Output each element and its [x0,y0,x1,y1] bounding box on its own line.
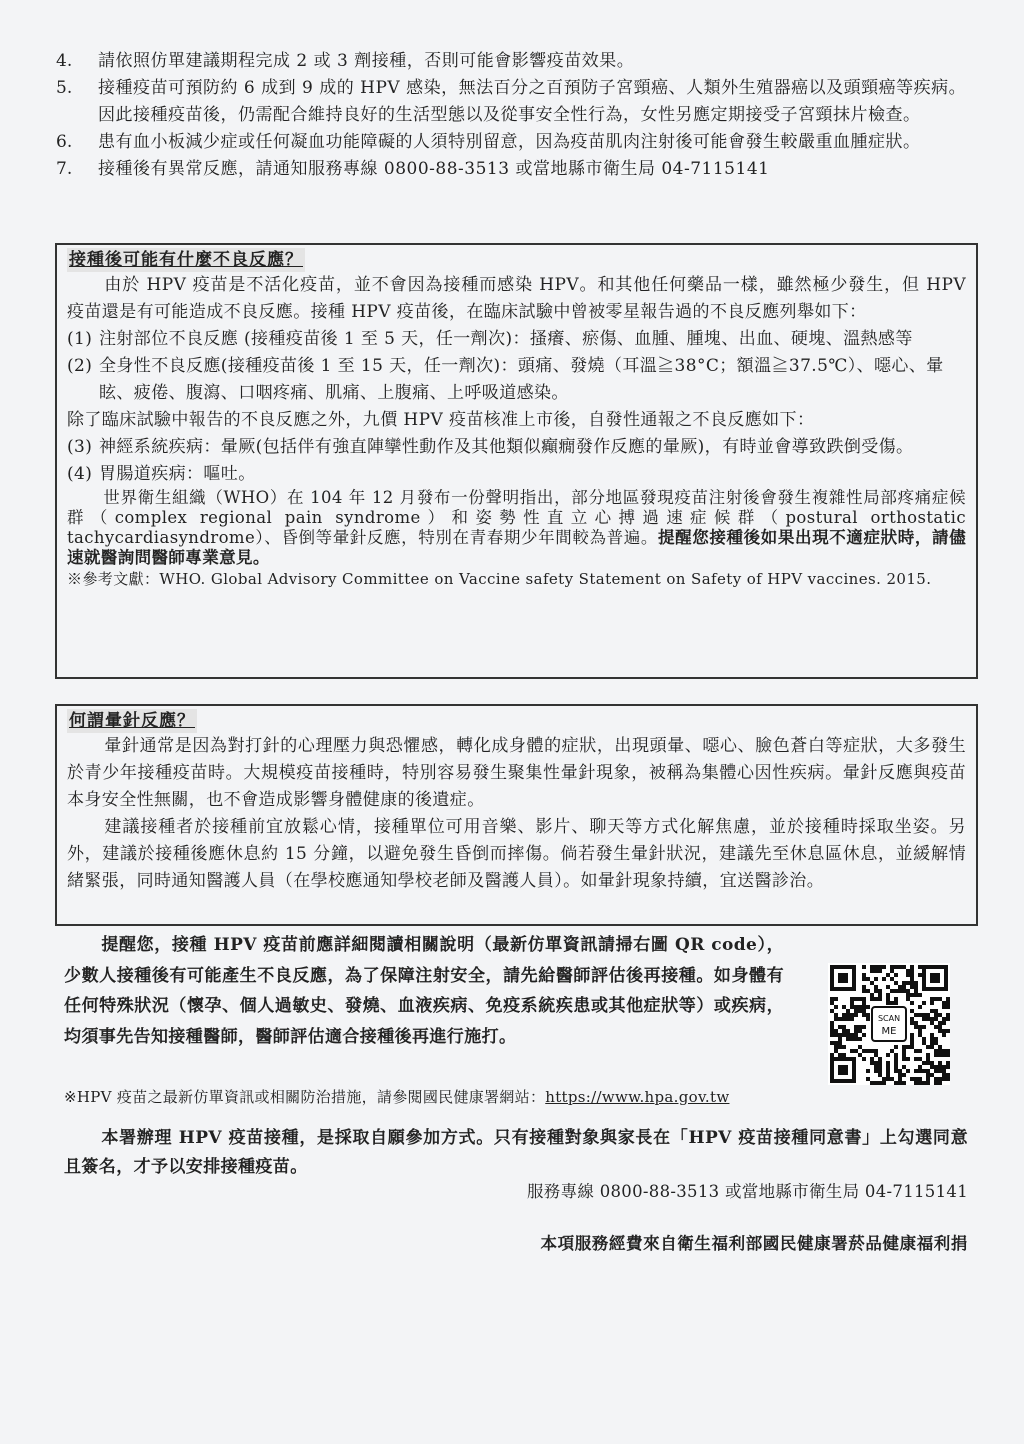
hpa-website-link[interactable]: https://www.hpa.gov.tw [545,1088,730,1106]
numbered-list [56,48,976,183]
adverse-item-label: (4) [67,464,93,484]
list-number: 6. [56,132,73,152]
funding-line: 本項服務經費來自衛生福利部國民健康署菸品健康福利捐 [540,1234,968,1253]
adverse-item [67,461,966,488]
reminder-text: 提醒您，接種 HPV 疫苗前應詳細閱讀相關說明（最新仿單資訊請掃右圖 QR code），少數人接種後有可能產生不良反應，為了保障注射安全，請先給醫師評估後再接種。如身體有任何特殊狀況（懷孕、個人過敏史、發燒、血液疾病、免疫系統疾患或其他症狀等）或疾病，均須事先告知接種醫師，醫師評估適合接種後再進行施打。 [64,935,784,1047]
qr-code[interactable] [828,963,950,1085]
consent-text: 本署辦理 HPV 疫苗接種，是採取自願參加方式。只有接種對象與家長在「HPV 疫苗接種同意書」上勾選同意且簽名，才予以安排接種疫苗。 [64,1128,968,1177]
list-item [56,156,976,183]
adverse-reactions-title: 接種後可能有什麼不良反應？ [69,250,303,270]
who-statement-emphasis: 提醒您接種後如果出現不適症狀時，請儘速就醫詢問醫師專業意見。 [67,528,966,567]
adverse-item-label: (3) [67,437,93,457]
post-marketing-text: 除了臨床試驗中報告的不良反應之外，九價 HPV 疫苗核准上市後，自發性通報之不良反應如下： [67,410,815,430]
list-number: 4. [56,51,73,71]
adverse-item-text: 神經系統疾病：暈厥(包括伴有強直陣攣性動作及其他類似癲癇發作反應的暈厥)，有時並會導致跌倒受傷。 [99,437,914,457]
reminder-section [64,930,784,1052]
adverse-reactions-box [55,243,978,679]
list-text: 接種後有異常反應，請通知服務專線 0800-88-3513 或當地縣市衛生局 04-7115141 [98,159,770,179]
website-note [64,1086,729,1108]
list-item [56,129,976,156]
adverse-item-label: (1) [67,329,93,349]
adverse-item-label: (2) [67,356,93,376]
adverse-item-text: 胃腸道疾病：嘔吐。 [99,464,256,484]
website-note-text: ※HPV 疫苗之最新仿單資訊或相關防治措施，請參閱國民健康署網站： [64,1088,546,1106]
adverse-item [67,326,966,353]
fainting-paragraph: 暈針通常是因為對打針的心理壓力與恐懼感，轉化成身體的症狀，出現頭暈、噁心、臉色蒼白等症狀，大多發生於青少年接種疫苗時。大規模疫苗接種時，特別容易發生聚集性暈針現象，被稱為集體心因性疾病。暈針反應與疫苗本身安全性無關，也不會造成影響身體健康的後遺症。 [67,736,966,810]
contact-line: 服務專線 0800-88-3513 或當地縣市衛生局 04-7115141 [526,1182,968,1201]
list-item [56,48,976,75]
list-item [56,75,976,129]
qr-scan-label: SCAN [877,1014,901,1023]
fainting-paragraph: 建議接種者於接種前宜放鬆心情，接種單位可用音樂、影片、聊天等方式化解焦慮，並於接種時採取坐姿。另外，建議於接種後應休息約 15 分鐘，以避免發生昏倒而摔傷。倘若發生暈針狀況，建議先至休息區休息，並緩解情緒緊張，同時通知醫護人員（在學校應通知學校老師及醫護人員）。如暈針現象持續，宜送醫診治。 [67,817,966,891]
list-text: 接種疫苗可預防約 6 成到 9 成的 HPV 感染，無法百分之百預防子宮頸癌、人類外生殖器癌以及頭頸癌等疾病。因此接種疫苗後，仍需配合維持良好的生活型態以及從事安全性行為，女性另應定期接受子宮頸抹片檢查。 [98,78,967,125]
adverse-item [67,434,966,461]
adverse-intro: 由於 HPV 疫苗是不活化疫苗，並不會因為接種而感染 HPV。和其他任何藥品一樣，雖然極少發生，但 HPV 疫苗還是有可能造成不良反應。接種 HPV 疫苗後，在臨床試驗中曾被零星報告過的不良反應列舉如下： [67,275,966,322]
who-statement [67,488,966,568]
list-text: 患有血小板減少症或任何凝血功能障礙的人須特別留意，因為疫苗肌肉注射後可能會發生較嚴重血腫症狀。 [98,132,921,152]
who-statement-text: 世界衛生組織（WHO）在 104 年 12 月發布一份聲明指出，部分地區發現疫苗注射後會發生複雜性局部疼痛症候群（complex regional pain syndrome）和姿勢性直立心搏過速症候群（postural orthostatic tachycardiasyndrome）、昏倒等暈針反應，特別在青春期少年間較為普遍。 [67,488,966,547]
adverse-item-text: 全身性不良反應(接種疫苗後 1 至 15 天，任一劑次)：頭痛、發燒（耳溫≧38°C；額溫≧37.5℃）、噁心、暈眩、疲倦、腹瀉、口咽疼痛、肌痛、上腹痛、上呼吸道感染。 [99,356,944,403]
fainting-box [55,704,978,926]
list-text: 請依照仿單建議期程完成 2 或 3 劑接種，否則可能會影響疫苗效果。 [98,51,635,71]
fainting-title: 何謂暈針反應？ [69,711,195,731]
qr-me-label: ME [881,1026,897,1037]
adverse-item-text: 注射部位不良反應 (接種疫苗後 1 至 5 天，任一劑次)：搔癢、瘀傷、血腫、腫塊、出血、硬塊、溫熱感等 [99,329,913,349]
list-number: 7. [56,159,73,179]
list-number: 5. [56,78,73,98]
adverse-item [67,353,966,407]
consent-statement [64,1124,968,1182]
reference: ※參考文獻：WHO. Global Advisory Committee on Vaccine safety Statement on Safety of HPV vaccines. 2015. [67,570,932,588]
